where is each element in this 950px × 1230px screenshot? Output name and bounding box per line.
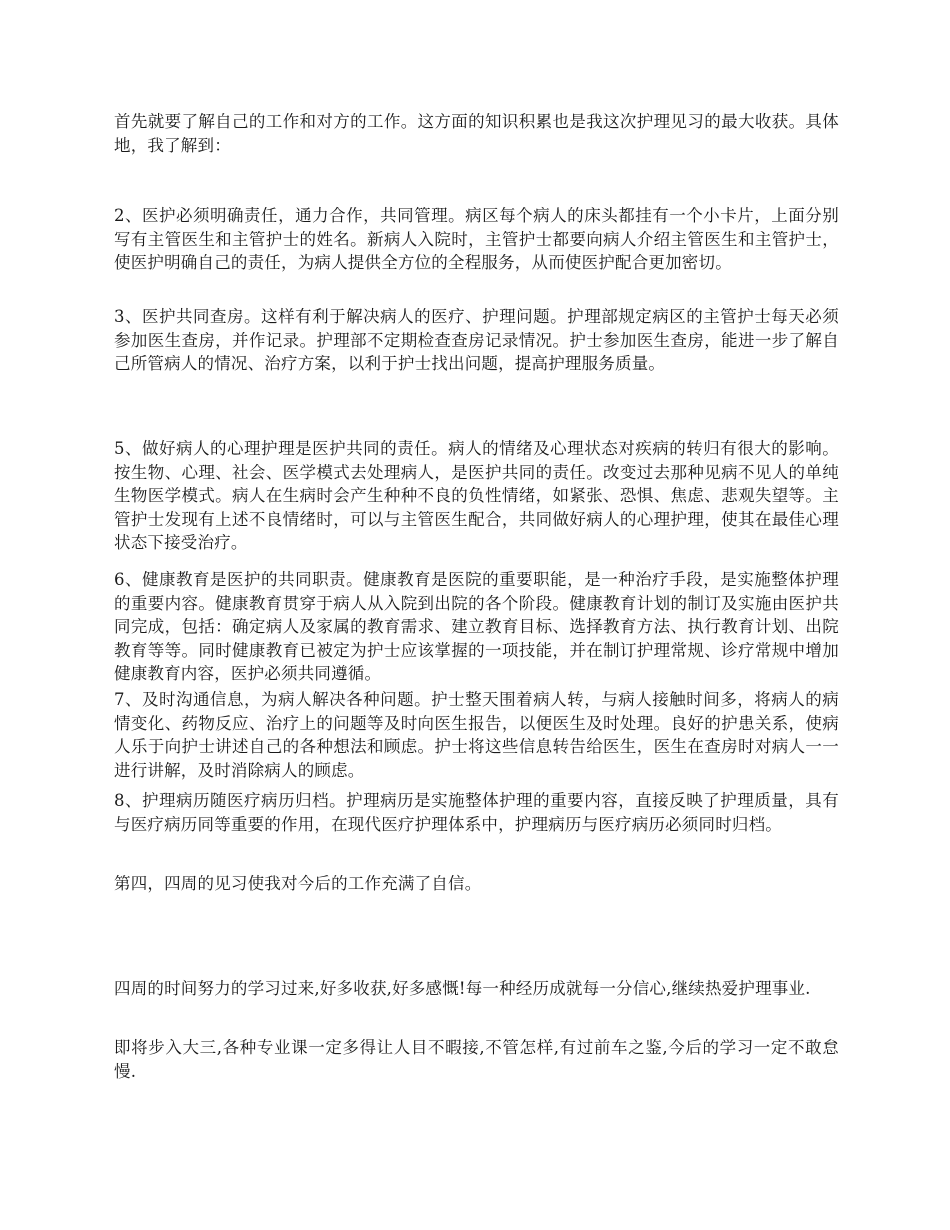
paragraph-item-5: 5、做好病人的心理护理是医护共同的责任。病人的情绪及心理状态对疾病的转归有很大的影响。按生物、心理、社会、医学模式去处理病人，是医护共同的责任。改变过去那种见病不见人的单纯生物医学模式。病人在生病时会产生种种不良的负性情绪，如紧张、恐惧、焦虑、悲观失望等。主管护士发现有上述不良情绪时，可以与主管医生配合，共同做好病人的心理护理，使其在最佳心理状态下接受治疗。 — [114, 439, 839, 552]
paragraph-item-3: 3、医护共同查房。这样有利于解决病人的医疗、护理问题。护理部规定病区的主管护士每天必须参加医生查房，并作记录。护理部不定期检查查房记录情况。护士参加医生查房，能进一步了解自己所管病人的情况、治疗方案，以利于护士找出问题，提高护理服务质量。 — [114, 307, 839, 373]
paragraph-closing: 即将步入大三,各种专业课一定多得让人目不暇接,不管怎样,有过前车之鉴,今后的学习一定不敢怠慢. — [114, 1038, 839, 1081]
paragraph-fourth: 第四，四周的见习使我对今后的工作充满了自信。 — [114, 874, 482, 893]
paragraph-item-7: 7、及时沟通信息，为病人解决各种问题。护士整天围着病人转，与病人接触时间多，将病人的病情变化、药物反应、治疗上的问题等及时向医生报告，以便医生及时处理。良好的护患关系，使病人乐于向护士讲述自己的各种想法和顾虑。护士将这些信息转告给医生，医生在查房时对病人一一进行讲解，及时消除病人的顾虑。 — [114, 690, 839, 780]
paragraph-intro: 首先就要了解自己的工作和对方的工作。这方面的知识积累也是我这次护理见习的最大收获。具体地，我了解到： — [114, 112, 839, 155]
paragraph-item-2: 2、医护必须明确责任，通力合作，共同管理。病区每个病人的床头都挂有一个小卡片，上面分别写有主管医生和主管护士的姓名。新病人入院时，主管护士都要向病人介绍主管医生和主管护士，使医护明确自己的责任，为病人提供全方位的全程服务，从而使医护配合更加密切。 — [114, 206, 839, 272]
paragraph-item-8: 8、护理病历随医疗病历归档。护理病历是实施整体护理的重要内容，直接反映了护理质量，具有与医疗病历同等重要的作用，在现代医疗护理体系中，护理病历与医疗病历必须同时归档。 — [114, 791, 839, 834]
paragraph-item-6: 6、健康教育是医护的共同职责。健康教育是医院的重要职能，是一种治疗手段，是实施整体护理的重要内容。健康教育贯穿于病人从入院到出院的各个阶段。健康教育计划的制订及实施由医护共同完成，包括：确定病人及家属的教育需求、建立教育目标、选择教育方法、执行教育计划、出院教育等等。同时健康教育已被定为护士应该掌握的一项技能，并在制订护理常规、诊疗常规中增加健康教育内容，医护必须共同遵循。 — [114, 570, 839, 683]
paragraph-reflection: 四周的时间努力的学习过来,好多收获,好多感慨!每一种经历成就每一分信心,继续热爱护理事业. — [114, 979, 811, 998]
